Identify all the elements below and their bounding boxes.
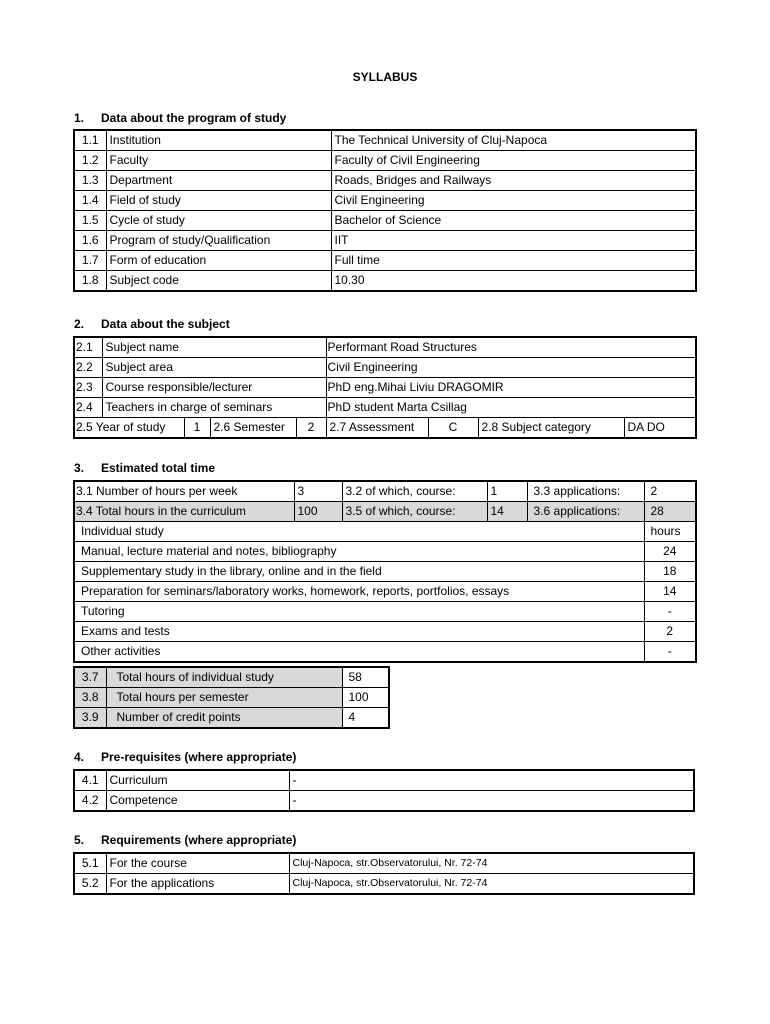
- row-code: 1.6: [74, 231, 106, 251]
- row-value: IIT: [331, 231, 696, 251]
- row-code: 2.4: [74, 398, 102, 418]
- program-row: [74, 171, 696, 191]
- row-value: The Technical University of Cluj-Napoca: [331, 130, 696, 151]
- section-5-title: Requirements (where appropriate): [101, 833, 297, 847]
- subject-data-table: [73, 336, 697, 439]
- row-value: 100: [342, 688, 389, 708]
- row-value: Roads, Bridges and Railways: [331, 171, 696, 191]
- section-5-heading: [74, 833, 296, 847]
- weekly-applications-label: 3.3 applications:: [527, 481, 644, 502]
- row-code: 1.2: [74, 151, 106, 171]
- semester-value: 2: [296, 418, 326, 439]
- row-code: 2.3: [74, 378, 102, 398]
- row-value: 10.30: [331, 271, 696, 292]
- row-value: Civil Engineering: [326, 358, 696, 378]
- individual-study-header: [74, 522, 696, 542]
- row-label: Competence: [106, 791, 289, 812]
- row-value: -: [289, 791, 694, 812]
- row-label: Course responsible/lecturer: [102, 378, 326, 398]
- row-code: 1.3: [74, 171, 106, 191]
- section-4-number: 4.: [74, 750, 85, 764]
- activity-label: Exams and tests: [74, 622, 644, 642]
- requirements-table: [73, 852, 695, 895]
- row-label: Institution: [106, 130, 331, 151]
- program-row: [74, 151, 696, 171]
- subject-row: [74, 358, 696, 378]
- activity-hours: 14: [644, 582, 696, 602]
- individual-study-row: [74, 582, 696, 602]
- totals-row: [74, 667, 389, 688]
- weekly-course-value: 1: [487, 481, 527, 502]
- individual-study-row: [74, 622, 696, 642]
- row-value: Cluj-Napoca, str.Observatorului, Nr. 72-74: [289, 853, 694, 874]
- row-code: 2.1: [74, 337, 102, 358]
- subject-category-label: 2.8 Subject category: [478, 418, 624, 439]
- row-label: Form of education: [106, 251, 331, 271]
- row-label: Subject name: [102, 337, 326, 358]
- total-hours-label: 3.4 Total hours in the curriculum: [74, 502, 294, 522]
- total-course-value: 14: [487, 502, 527, 522]
- program-row: [74, 191, 696, 211]
- subject-category-value: DA DO: [624, 418, 696, 439]
- hours-per-week-value: 3: [294, 481, 342, 502]
- row-value: Full time: [331, 251, 696, 271]
- section-5-number: 5.: [74, 833, 85, 847]
- requirement-row: [74, 874, 694, 895]
- row-label: For the applications: [106, 874, 289, 895]
- activity-label: Manual, lecture material and notes, bibliography: [74, 542, 644, 562]
- activity-label: Tutoring: [74, 602, 644, 622]
- program-row: [74, 251, 696, 271]
- individual-study-row: [74, 602, 696, 622]
- requirement-row: [74, 853, 694, 874]
- row-code: 3.7: [74, 667, 106, 688]
- total-hours-row: [74, 502, 696, 522]
- row-code: 1.7: [74, 251, 106, 271]
- row-label: Teachers in charge of seminars: [102, 398, 326, 418]
- row-value: Civil Engineering: [331, 191, 696, 211]
- program-row: [74, 231, 696, 251]
- hours-per-week-label: 3.1 Number of hours per week: [74, 481, 294, 502]
- individual-study-row: [74, 642, 696, 663]
- row-value: -: [289, 770, 694, 791]
- program-row: [74, 130, 696, 151]
- row-code: 1.4: [74, 191, 106, 211]
- row-label: Subject code: [106, 271, 331, 292]
- prerequisite-row: [74, 791, 694, 812]
- row-label: Field of study: [106, 191, 331, 211]
- row-label: Total hours of individual study: [106, 667, 342, 688]
- activity-hours: 24: [644, 542, 696, 562]
- row-code: 1.8: [74, 271, 106, 292]
- row-label: Number of credit points: [106, 708, 342, 729]
- row-code: 3.8: [74, 688, 106, 708]
- row-label: Curriculum: [106, 770, 289, 791]
- row-label: Cycle of study: [106, 211, 331, 231]
- section-2-heading: [74, 317, 230, 331]
- totals-row: [74, 688, 389, 708]
- row-label: Subject area: [102, 358, 326, 378]
- row-code: 4.1: [74, 770, 106, 791]
- activity-label: Supplementary study in the library, online and in the field: [74, 562, 644, 582]
- row-code: 5.2: [74, 874, 106, 895]
- row-value: 58: [342, 667, 389, 688]
- totals-row: [74, 708, 389, 729]
- row-value: Bachelor of Science: [331, 211, 696, 231]
- row-value: Cluj-Napoca, str.Observatorului, Nr. 72-74: [289, 874, 694, 895]
- row-code: 1.5: [74, 211, 106, 231]
- individual-study-row: [74, 542, 696, 562]
- totals-table: [73, 666, 390, 729]
- total-applications-value: 28: [644, 502, 696, 522]
- year-of-study-label: 2.5 Year of study: [74, 418, 184, 439]
- section-2-title: Data about the subject: [101, 317, 230, 331]
- activity-hours: 18: [644, 562, 696, 582]
- section-4-heading: [74, 750, 296, 764]
- row-label: Program of study/Qualification: [106, 231, 331, 251]
- program-row: [74, 211, 696, 231]
- row-label: For the course: [106, 853, 289, 874]
- activity-hours: -: [644, 602, 696, 622]
- section-3-number: 3.: [74, 461, 85, 475]
- row-code: 4.2: [74, 791, 106, 812]
- activity-label: Other activities: [74, 642, 644, 663]
- activity-hours: 2: [644, 622, 696, 642]
- estimated-time-table: [73, 480, 697, 663]
- subject-row: [74, 337, 696, 358]
- row-value: 4: [342, 708, 389, 729]
- section-3-title: Estimated total time: [101, 461, 216, 475]
- activity-hours: -: [644, 642, 696, 663]
- semester-label: 2.6 Semester: [210, 418, 296, 439]
- section-1-heading: [74, 111, 286, 125]
- subject-summary-row: [74, 418, 696, 439]
- row-value: Faculty of Civil Engineering: [331, 151, 696, 171]
- row-label: Total hours per semester: [106, 688, 342, 708]
- document-title: SYLLABUS: [352, 70, 418, 84]
- section-4-title: Pre-requisites (where appropriate): [101, 750, 297, 764]
- total-course-label: 3.5 of which, course:: [342, 502, 487, 522]
- activity-hours: hours: [644, 522, 696, 542]
- row-label: Faculty: [106, 151, 331, 171]
- section-1-number: 1.: [74, 111, 85, 125]
- row-value: Performant Road Structures: [326, 337, 696, 358]
- row-code: 1.1: [74, 130, 106, 151]
- activity-label: Preparation for seminars/laboratory works, homework, reports, portfolios, essays: [74, 582, 644, 602]
- total-hours-value: 100: [294, 502, 342, 522]
- subject-row: [74, 398, 696, 418]
- assessment-label: 2.7 Assessment: [326, 418, 428, 439]
- assessment-value: C: [428, 418, 478, 439]
- row-value: PhD student Marta Csillag: [326, 398, 696, 418]
- row-value: PhD eng.Mihai Liviu DRAGOMIR: [326, 378, 696, 398]
- program-of-study-table: [73, 129, 697, 292]
- activity-label: Individual study: [74, 522, 644, 542]
- weekly-applications-value: 2: [644, 481, 696, 502]
- prerequisite-row: [74, 770, 694, 791]
- year-of-study-value: 1: [184, 418, 210, 439]
- individual-study-row: [74, 562, 696, 582]
- subject-row: [74, 378, 696, 398]
- section-3-heading: [74, 461, 215, 475]
- hours-per-week-row: [74, 481, 696, 502]
- prerequisites-table: [73, 769, 695, 812]
- weekly-course-label: 3.2 of which, course:: [342, 481, 487, 502]
- total-applications-label: 3.6 applications:: [527, 502, 644, 522]
- row-label: Department: [106, 171, 331, 191]
- row-code: 3.9: [74, 708, 106, 729]
- program-row: [74, 271, 696, 292]
- row-code: 2.2: [74, 358, 102, 378]
- section-1-title: Data about the program of study: [101, 111, 287, 125]
- section-2-number: 2.: [74, 317, 85, 331]
- row-code: 5.1: [74, 853, 106, 874]
